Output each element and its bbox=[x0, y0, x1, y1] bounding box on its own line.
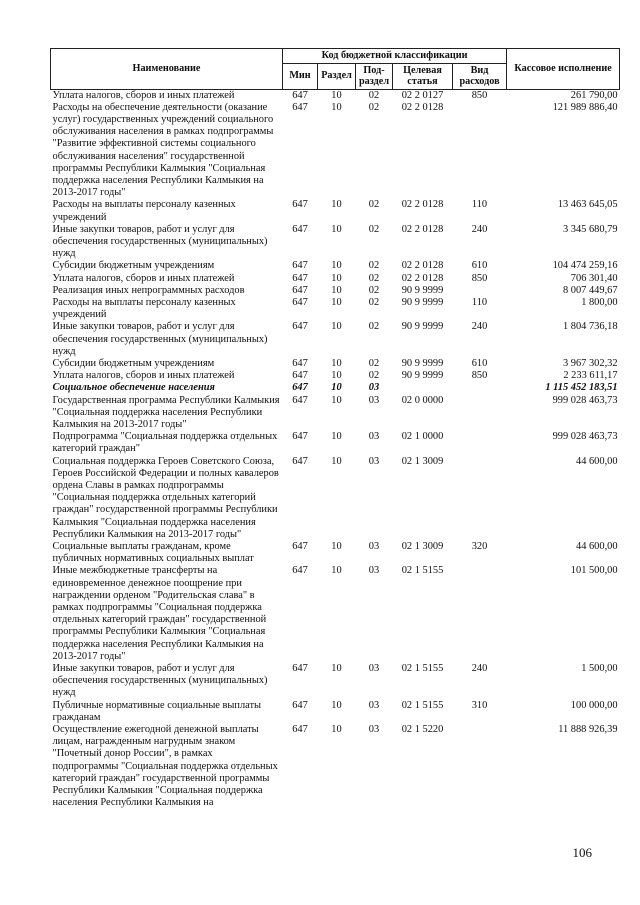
row-vid: 240 bbox=[471, 321, 488, 333]
row-vid bbox=[453, 285, 507, 297]
row-statya: 02 1 3009 bbox=[401, 455, 444, 467]
row-razdel: 10 bbox=[331, 223, 342, 235]
row-statya: 02 2 0128 bbox=[401, 260, 444, 272]
row-vid bbox=[453, 431, 507, 455]
row-vid: 850 bbox=[471, 89, 488, 101]
row-amount: 999 028 463,73 bbox=[552, 431, 618, 443]
row-min: 647 bbox=[292, 382, 308, 394]
row-podrazdel: 02 bbox=[368, 101, 380, 113]
row-name: Расходы на выплаты персоналу казенных учреждений bbox=[52, 199, 236, 223]
row-razdel: 10 bbox=[331, 370, 342, 382]
table-row bbox=[51, 89, 620, 102]
row-statya: 02 1 0000 bbox=[401, 431, 444, 443]
header-amount: Кассовое исполнение bbox=[507, 49, 620, 90]
table-row bbox=[51, 297, 620, 321]
row-vid bbox=[453, 456, 507, 541]
row-razdel: 10 bbox=[331, 357, 342, 369]
row-podrazdel: 02 bbox=[368, 321, 380, 333]
table-row bbox=[51, 199, 620, 223]
row-amount: 101 500,00 bbox=[570, 565, 618, 577]
row-name: Публичные нормативные социальные выплаты гражданам bbox=[52, 699, 262, 723]
header-min: Мин bbox=[283, 63, 318, 89]
row-razdel: 10 bbox=[331, 382, 342, 394]
row-min: 647 bbox=[292, 541, 308, 553]
table-row bbox=[51, 395, 620, 432]
row-amount: 261 790,00 bbox=[570, 89, 618, 101]
row-amount: 1 804 736,18 bbox=[563, 321, 618, 333]
table-row bbox=[51, 382, 620, 394]
row-razdel: 10 bbox=[331, 724, 342, 736]
row-razdel: 10 bbox=[331, 394, 342, 406]
row-min: 647 bbox=[292, 223, 308, 235]
row-min: 647 bbox=[292, 699, 308, 711]
table-body bbox=[51, 89, 620, 809]
table-row bbox=[51, 663, 620, 700]
row-amount: 8 007 449,67 bbox=[563, 284, 618, 296]
table-row bbox=[51, 358, 620, 370]
row-statya: 90 9 9999 bbox=[401, 357, 444, 369]
row-podrazdel: 02 bbox=[368, 357, 380, 369]
row-vid bbox=[453, 724, 507, 809]
row-razdel: 10 bbox=[331, 431, 342, 443]
table-row bbox=[51, 700, 620, 724]
row-podrazdel: 02 bbox=[368, 296, 380, 308]
row-podrazdel: 03 bbox=[368, 663, 380, 675]
row-statya: 02 1 5155 bbox=[401, 699, 444, 711]
row-amount: 44 600,00 bbox=[576, 455, 618, 467]
row-name: Уплата налогов, сборов и иных платежей bbox=[52, 370, 235, 382]
row-min: 647 bbox=[292, 455, 308, 467]
row-amount: 44 600,00 bbox=[576, 541, 618, 553]
row-amount: 1 500,00 bbox=[581, 663, 618, 675]
budget-table bbox=[50, 48, 620, 809]
row-name: Иные закупки товаров, работ и услуг для обеспечения государственных (муниципальных) нужд bbox=[52, 663, 268, 699]
header-vid: Вид расходов bbox=[453, 63, 507, 89]
row-min: 647 bbox=[292, 101, 308, 113]
row-min: 647 bbox=[292, 272, 308, 284]
row-amount: 3 345 680,79 bbox=[563, 223, 618, 235]
row-razdel: 10 bbox=[331, 199, 342, 211]
row-min: 647 bbox=[292, 89, 308, 101]
row-vid bbox=[453, 382, 507, 394]
row-razdel: 10 bbox=[331, 89, 342, 101]
row-razdel: 10 bbox=[331, 296, 342, 308]
table-row bbox=[51, 456, 620, 541]
row-razdel: 10 bbox=[331, 455, 342, 467]
row-vid: 850 bbox=[471, 272, 488, 284]
row-podrazdel: 02 bbox=[368, 284, 380, 296]
row-vid bbox=[453, 102, 507, 200]
row-statya: 02 2 0127 bbox=[401, 89, 444, 101]
row-vid: 850 bbox=[471, 370, 488, 382]
row-podrazdel: 03 bbox=[368, 382, 380, 394]
header-podrazdel: Под-раздел bbox=[356, 63, 393, 89]
table-row bbox=[51, 285, 620, 297]
row-min: 647 bbox=[292, 296, 308, 308]
row-min: 647 bbox=[292, 357, 308, 369]
row-razdel: 10 bbox=[331, 663, 342, 675]
row-podrazdel: 03 bbox=[368, 394, 380, 406]
row-statya: 02 1 5220 bbox=[401, 724, 444, 736]
row-podrazdel: 03 bbox=[368, 541, 380, 553]
row-vid bbox=[453, 565, 507, 663]
row-podrazdel: 02 bbox=[368, 272, 380, 284]
table-row bbox=[51, 541, 620, 565]
row-podrazdel: 02 bbox=[368, 223, 380, 235]
row-min: 647 bbox=[292, 370, 308, 382]
row-name: Субсидии бюджетным учреждениям bbox=[52, 357, 215, 369]
header-statya: Целевая статья bbox=[393, 63, 453, 89]
row-podrazdel: 02 bbox=[368, 370, 380, 382]
table-row bbox=[51, 102, 620, 200]
row-podrazdel: 03 bbox=[368, 699, 380, 711]
table-row bbox=[51, 370, 620, 382]
row-min: 647 bbox=[292, 260, 308, 272]
row-amount: 999 028 463,73 bbox=[552, 394, 618, 406]
row-statya: 02 1 5155 bbox=[401, 663, 444, 675]
table-row bbox=[51, 260, 620, 272]
row-name: Уплата налогов, сборов и иных платежей bbox=[52, 89, 235, 101]
row-razdel: 10 bbox=[331, 272, 342, 284]
row-vid: 310 bbox=[471, 699, 488, 711]
table-row bbox=[51, 321, 620, 358]
table-row bbox=[51, 431, 620, 455]
row-statya: 02 1 3009 bbox=[401, 541, 444, 553]
row-statya: 90 9 9999 bbox=[401, 296, 444, 308]
row-amount: 11 888 926,39 bbox=[558, 724, 618, 736]
row-name: Государственная программа Республики Калмыкия "Социальная поддержка населения Республики Калмыкия на 2013-2017 годы" bbox=[52, 394, 280, 430]
table-row bbox=[51, 565, 620, 663]
row-min: 647 bbox=[292, 724, 308, 736]
row-razdel: 10 bbox=[331, 321, 342, 333]
row-vid: 110 bbox=[471, 296, 488, 308]
row-name: Подпрограмма "Социальная поддержка отдельных категорий граждан" bbox=[52, 431, 278, 455]
row-podrazdel: 02 bbox=[368, 260, 380, 272]
row-amount: 104 474 259,16 bbox=[552, 260, 618, 272]
row-statya: 02 0 0000 bbox=[401, 394, 444, 406]
row-statya: 02 2 0128 bbox=[401, 199, 444, 211]
row-name: Осуществление ежегодной денежной выплаты лицам, награжденным нагрудным знаком "Почетный донор России", в рамках подпрограммы "Социальная поддержка отдельных категорий граждан" государственной программы Республики Калмыкия "Социальная поддержка населения Республики Калмыкия на bbox=[52, 724, 278, 809]
row-statya: 02 2 0128 bbox=[401, 272, 444, 284]
row-name: Расходы на обеспечение деятельности (оказание услуг) государственных учреждений социального обслуживания населения в рамках подпрограммы "Развитие эффективной системы социального обслуживания населения" государственной программы Республики Калмыкия "Социальная поддержка населения Республики Калмыкия на 2013-2017 годы" bbox=[52, 101, 274, 199]
table-row bbox=[51, 724, 620, 809]
row-name: Уплата налогов, сборов и иных платежей bbox=[52, 272, 235, 284]
page-number: 106 bbox=[572, 845, 592, 860]
row-vid: 320 bbox=[471, 541, 488, 553]
row-statya: 02 2 0128 bbox=[401, 101, 444, 113]
table-header bbox=[51, 49, 620, 90]
row-name: Социальная поддержка Героев Советского Союза, Героев Российской Федерации и полных кавалеров ордена Славы в рамках подпрограммы "Социальная поддержка отдельных категорий граждан" государственной программы Республики Калмыкия "Социальная поддержка населения Республики Калмыкия на 2013-2017 годы" bbox=[52, 455, 279, 540]
row-razdel: 10 bbox=[331, 699, 342, 711]
row-min: 647 bbox=[292, 199, 308, 211]
row-vid: 240 bbox=[471, 223, 488, 235]
row-min: 647 bbox=[292, 284, 308, 296]
row-amount: 3 967 302,32 bbox=[563, 357, 618, 369]
row-name: Расходы на выплаты персоналу казенных учреждений bbox=[52, 296, 236, 321]
row-name: Иные межбюджетные трансферты на единовременное денежное поощрение при награждении орденом "Родительская слава" в рамках подпрограммы "Социальная поддержка отдельных категорий граждан" государственной программы Республики Калмыкия "Социальная поддержка населения Республики Калмыкия на 2013-2017 годы" bbox=[52, 565, 267, 662]
row-name: Иные закупки товаров, работ и услуг для обеспечения государственных (муниципальных) нужд bbox=[52, 223, 268, 260]
table-row bbox=[51, 224, 620, 261]
row-podrazdel: 02 bbox=[368, 89, 380, 101]
row-podrazdel: 03 bbox=[368, 431, 380, 443]
row-statya: 90 9 9999 bbox=[401, 370, 444, 382]
row-name: Социальное обеспечение населения bbox=[52, 382, 215, 394]
row-min: 647 bbox=[292, 431, 308, 443]
row-amount: 13 463 645,05 bbox=[557, 199, 618, 211]
row-min: 647 bbox=[292, 663, 308, 675]
row-amount: 100 000,00 bbox=[570, 699, 618, 711]
row-amount: 1 800,00 bbox=[581, 296, 618, 308]
row-vid: 610 bbox=[471, 357, 488, 369]
row-razdel: 10 bbox=[331, 565, 342, 577]
row-min: 647 bbox=[292, 394, 308, 406]
row-razdel: 10 bbox=[331, 541, 342, 553]
header-razdel: Раздел bbox=[318, 63, 356, 89]
row-min: 647 bbox=[292, 565, 308, 577]
row-amount: 1 115 452 183,51 bbox=[545, 382, 618, 394]
row-vid: 610 bbox=[471, 260, 488, 272]
row-vid bbox=[453, 395, 507, 432]
row-amount: 706 301,40 bbox=[570, 272, 618, 284]
row-statya: 02 1 5155 bbox=[401, 565, 444, 577]
table-row bbox=[51, 273, 620, 285]
row-statya bbox=[393, 382, 453, 394]
row-vid: 110 bbox=[471, 199, 488, 211]
row-amount: 121 989 886,40 bbox=[552, 101, 618, 113]
row-statya: 90 9 9999 bbox=[401, 284, 444, 296]
row-podrazdel: 03 bbox=[368, 455, 380, 467]
row-name: Иные закупки товаров, работ и услуг для обеспечения государственных (муниципальных) нужд bbox=[52, 321, 268, 357]
row-min: 647 bbox=[292, 321, 308, 333]
row-vid: 240 bbox=[471, 663, 488, 675]
row-amount: 2 233 611,17 bbox=[563, 370, 618, 382]
row-razdel: 10 bbox=[331, 284, 342, 296]
row-razdel: 10 bbox=[331, 260, 342, 272]
header-code-group: Код бюджетной классификации bbox=[283, 49, 507, 64]
row-podrazdel: 02 bbox=[368, 199, 380, 211]
row-name: Субсидии бюджетным учреждениям bbox=[52, 260, 215, 272]
row-podrazdel: 03 bbox=[368, 724, 380, 736]
row-name: Социальные выплаты гражданам, кроме публичных нормативных социальных выплат bbox=[52, 541, 254, 565]
row-name: Реализация иных непрограммных расходов bbox=[52, 284, 245, 296]
row-podrazdel: 03 bbox=[368, 565, 380, 577]
row-statya: 02 2 0128 bbox=[401, 223, 444, 235]
row-razdel: 10 bbox=[331, 101, 342, 113]
header-name: Наименование bbox=[51, 49, 283, 90]
row-statya: 90 9 9999 bbox=[401, 321, 444, 333]
